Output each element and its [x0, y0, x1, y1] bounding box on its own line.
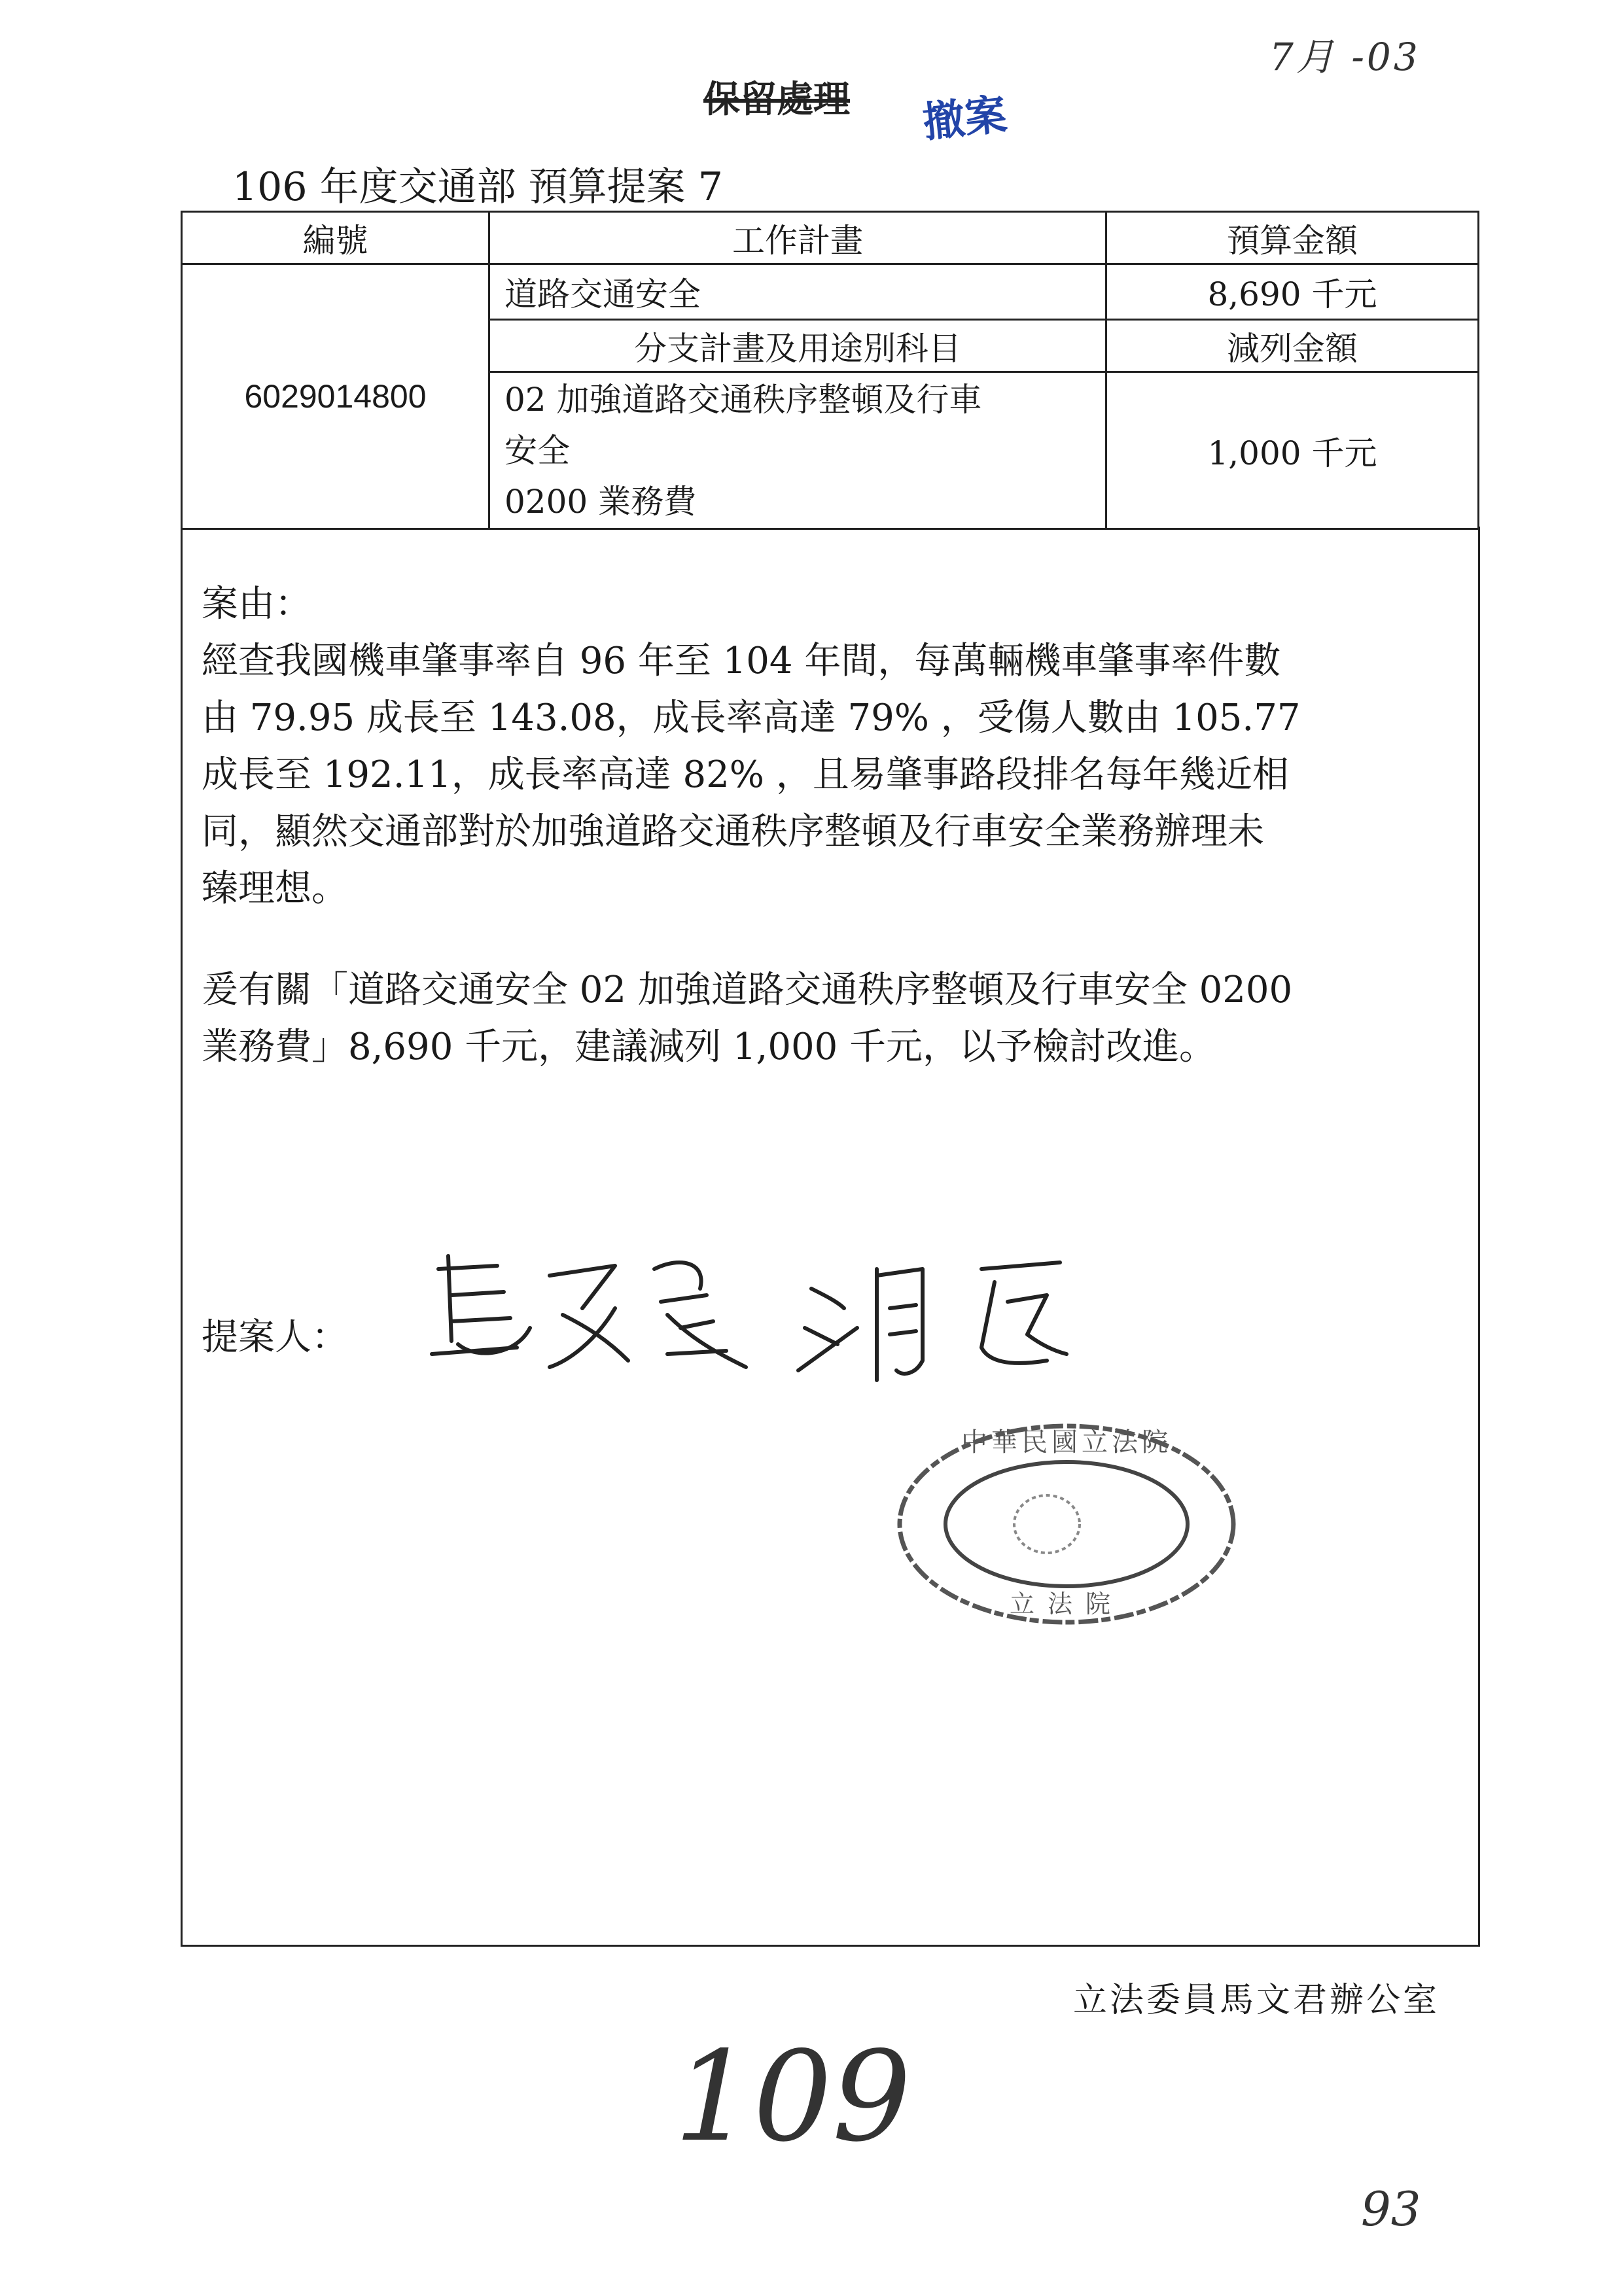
plan-name: 道路交通安全 — [489, 264, 1106, 320]
struck-reserve-stamp: 保留處理 — [703, 78, 850, 121]
plan-code: 6029014800 — [182, 264, 489, 529]
reason-label: 案由： — [202, 583, 311, 625]
seal-top-text: 中華民國立法院 — [961, 1427, 1172, 1457]
proposal-section — [202, 962, 1471, 1075]
reason-line: 成長至 192.11，成長率高達 82% ，且易肇事路段排名每年幾近相 — [202, 754, 1289, 796]
header-amount: 預算金額 — [1106, 212, 1479, 264]
handwritten-signatures — [419, 1230, 1171, 1393]
handwritten-page-number: 109 — [674, 2025, 911, 2169]
reason-line: 同，顯然交通部對於加強道路交通秩序整頓及行車安全業務辦理未 — [202, 810, 1264, 853]
item-description — [489, 372, 1106, 529]
sub-header-cut: 減列金額 — [1106, 320, 1479, 372]
item-line: 0200 業務費 — [504, 482, 697, 521]
table-header-row — [182, 212, 1479, 264]
cut-amount: 1,000 千元 — [1106, 372, 1479, 529]
proposal-line: 業務費」8,690 千元，建議減列 1,000 千元，以予檢討改進。 — [202, 1026, 1216, 1068]
seal-bottom-text: 立法院 — [1009, 1590, 1124, 1618]
budget-amount: 8,690 千元 — [1106, 264, 1479, 320]
plan-row — [182, 264, 1479, 320]
official-seal — [890, 1413, 1243, 1635]
item-line: 安全 — [504, 431, 570, 470]
reason-line: 經查我國機車肇事率自 96 年至 104 年間，每萬輛機車肇事率件數 — [202, 640, 1281, 682]
signature-stroke — [877, 1269, 923, 1380]
signature-stroke — [550, 1266, 628, 1367]
sub-header-item: 分支計畫及用途別科目 — [489, 320, 1106, 372]
header-code: 編號 — [182, 212, 489, 264]
signature-stroke — [798, 1289, 857, 1370]
seal-inner-ring — [945, 1462, 1188, 1586]
signature-stroke — [654, 1262, 746, 1367]
budget-table — [181, 211, 1479, 530]
document-heading: 106 年度交通部 預算提案 7 — [232, 164, 723, 210]
signature-stroke — [432, 1256, 530, 1354]
item-line: 02 加強道路交通秩序整頓及行車 — [504, 380, 982, 419]
office-name: 立法委員馬文君辦公室 — [1073, 1981, 1440, 2020]
corner-page-number: 93 — [1361, 2182, 1421, 2236]
reason-section — [202, 576, 1471, 917]
seal-emblem — [1014, 1495, 1080, 1553]
withdrawn-stamp: 撤案 — [921, 90, 1010, 148]
header-plan: 工作計畫 — [489, 212, 1106, 264]
signature-stroke — [981, 1262, 1067, 1363]
proposer-label: 提案人： — [202, 1316, 348, 1359]
proposal-line: 爰有關「道路交通安全 02 加強道路交通秩序整頓及行車安全 0200 — [202, 969, 1293, 1011]
reason-line: 由 79.95 成長至 143.08，成長率高達 79% ，受傷人數由 105.77 — [202, 697, 1301, 739]
handwritten-date-note: 7月 -03 — [1269, 35, 1421, 79]
reason-line: 臻理想。 — [202, 867, 348, 910]
